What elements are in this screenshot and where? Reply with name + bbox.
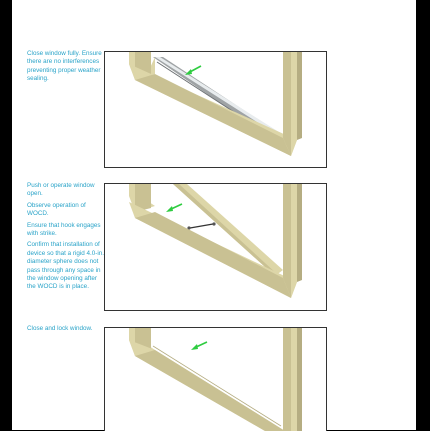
step-2-line-2: Observe operation of WOCD. [27,201,86,218]
step-1-figure [104,51,327,168]
pointer-arrow-icon [185,66,201,75]
step-3-figure [104,327,327,431]
window-closed-illustration [105,52,326,167]
window-open-illustration [105,184,326,310]
pointer-arrow-icon [166,204,182,212]
step-2-figure [104,183,327,311]
instruction-page [12,0,416,430]
wocd-hook-icon [187,222,215,229]
step-3-line-1: Close and lock window. [27,325,93,332]
step-1-text [27,50,105,87]
step-2-line-1: Push or operate window open. [27,182,95,198]
step-3-text [27,325,105,336]
step-1-line-1: Close window fully. Ensure there are no interferences preventing proper weather sealing. [27,50,102,83]
pointer-arrow-icon [191,342,207,350]
window-locked-illustration [105,328,326,431]
step-2-line-3: Ensure that hook engages with strike. [27,221,101,238]
step-2-text [27,182,105,295]
step-2-line-4: Confirm that installation of device so that a rigid 4.0-in. diameter sphere does not pass through any space in the window opening after the WOCD is in place. [27,241,105,291]
